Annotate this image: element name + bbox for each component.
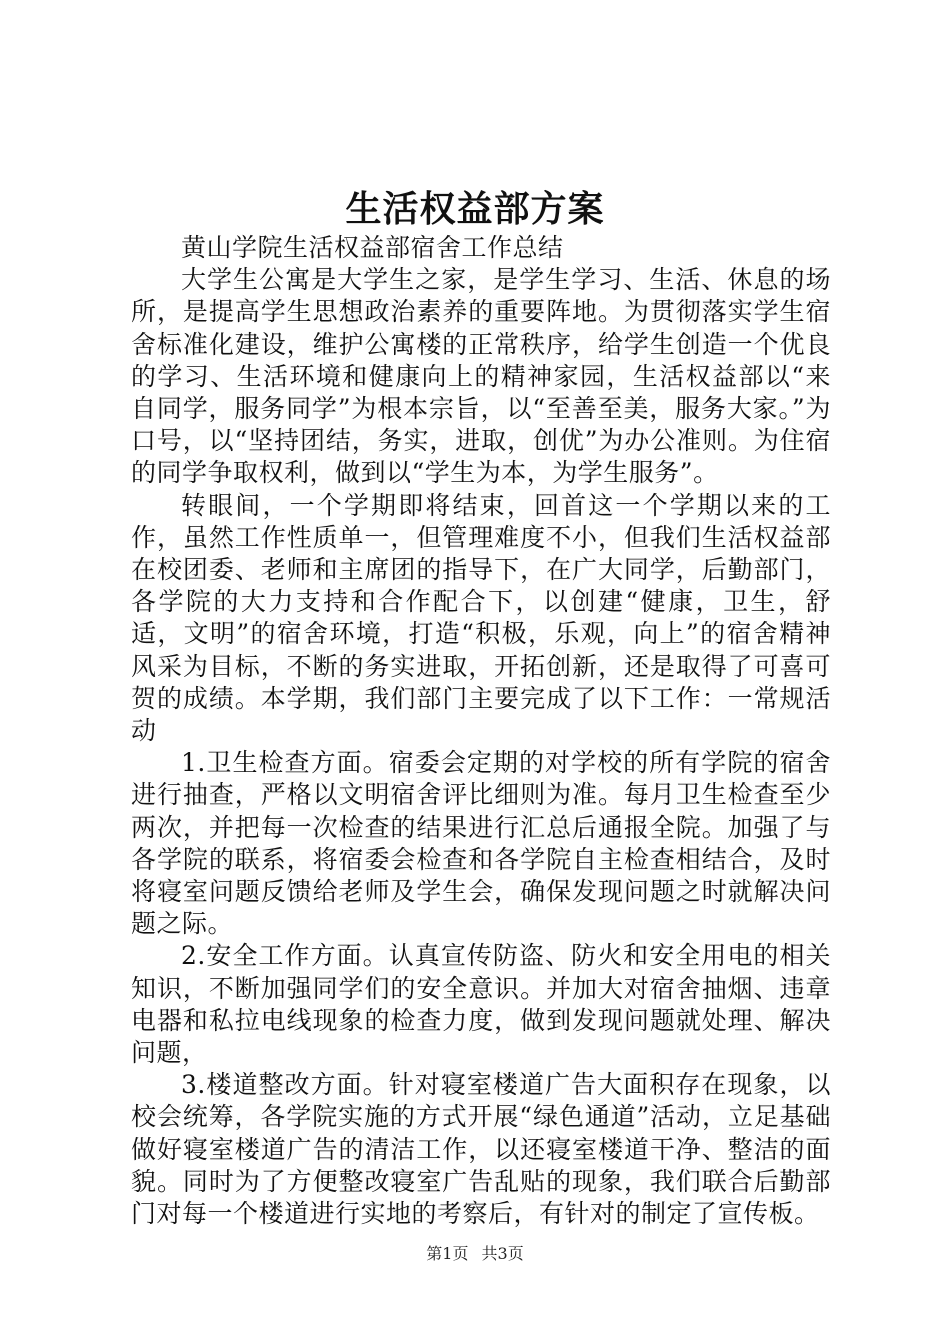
subtitle-paragraph: 黄山学院生活权益部宿舍工作总结: [181, 233, 564, 262]
page-total: 共3页: [481, 1244, 524, 1263]
body-paragraph: 转眼间，一个学期即将结束，回首这一个学期以来的工作，虽然工作性质单一，但管理难度不小，但我们生活权益部在校团委、老师和主席团的指导下，在广大同学，后勤部门，各学院的大力支持和合作配合下，以创建“健康，卫生，舒适，文明”的宿舍环境，打造“积极，乐观，向上”的宿舍精神风采为目标，不断的务实进取，开拓创新，还是取得了可喜可贺的成绩。本学期，我们部门主要完成了以下工作：一常规活动: [131, 490, 831, 746]
page-number: 第1页: [426, 1244, 469, 1263]
body-paragraph: 3.楼道整改方面。针对寝室楼道广告大面积存在现象，以校会统筹，各学院实施的方式开展“绿色通道”活动，立足基础做好寝室楼道广告的清洁工作，以还寝室楼道干净、整洁的面貌。同时为了方便整改寝室广告乱贴的现象，我们联合后勤部门对每一个楼道进行实地的考察后，有针对的制定了宣传板。: [131, 1070, 831, 1229]
page-footer: [0, 1243, 950, 1265]
body-paragraph: 大学生公寓是大学生之家，是学生学习、生活、休息的场所，是提高学生思想政治素养的重要阵地。为贯彻落实学生宿舍标准化建设，维护公寓楼的正常秩序，给学生创造一个优良的学习、生活环境和健康向上的精神家园，生活权益部以“来自同学，服务同学”为根本宗旨，以“至善至美，服务大家。”为口号，以“坚持团结，务实，进取，创优”为办公准则。为住宿的同学争取权利，做到以“学生为本，为学生服务”。: [131, 265, 831, 488]
body-paragraph: 1.卫生检查方面。宿委会定期的对学校的所有学院的宿舍进行抽查，严格以文明宿舍评比细则为准。每月卫生检查至少两次，并把每一次检查的结果进行汇总后通报全院。加强了与各学院的联系，将宿委会检查和各学院自主检查相结合，及时将寝室问题反馈给老师及学生会，确保发现问题之时就解决问题之际。: [131, 748, 831, 939]
document-title: 生活权益部方案: [345, 188, 605, 230]
body-paragraph: 2.安全工作方面。认真宣传防盗、防火和安全用电的相关知识，不断加强同学们的安全意识。并加大对宿舍抽烟、违章电器和私拉电线现象的检查力度，做到发现问题就处理、解决问题，: [131, 941, 831, 1068]
document-body: [131, 232, 831, 1230]
